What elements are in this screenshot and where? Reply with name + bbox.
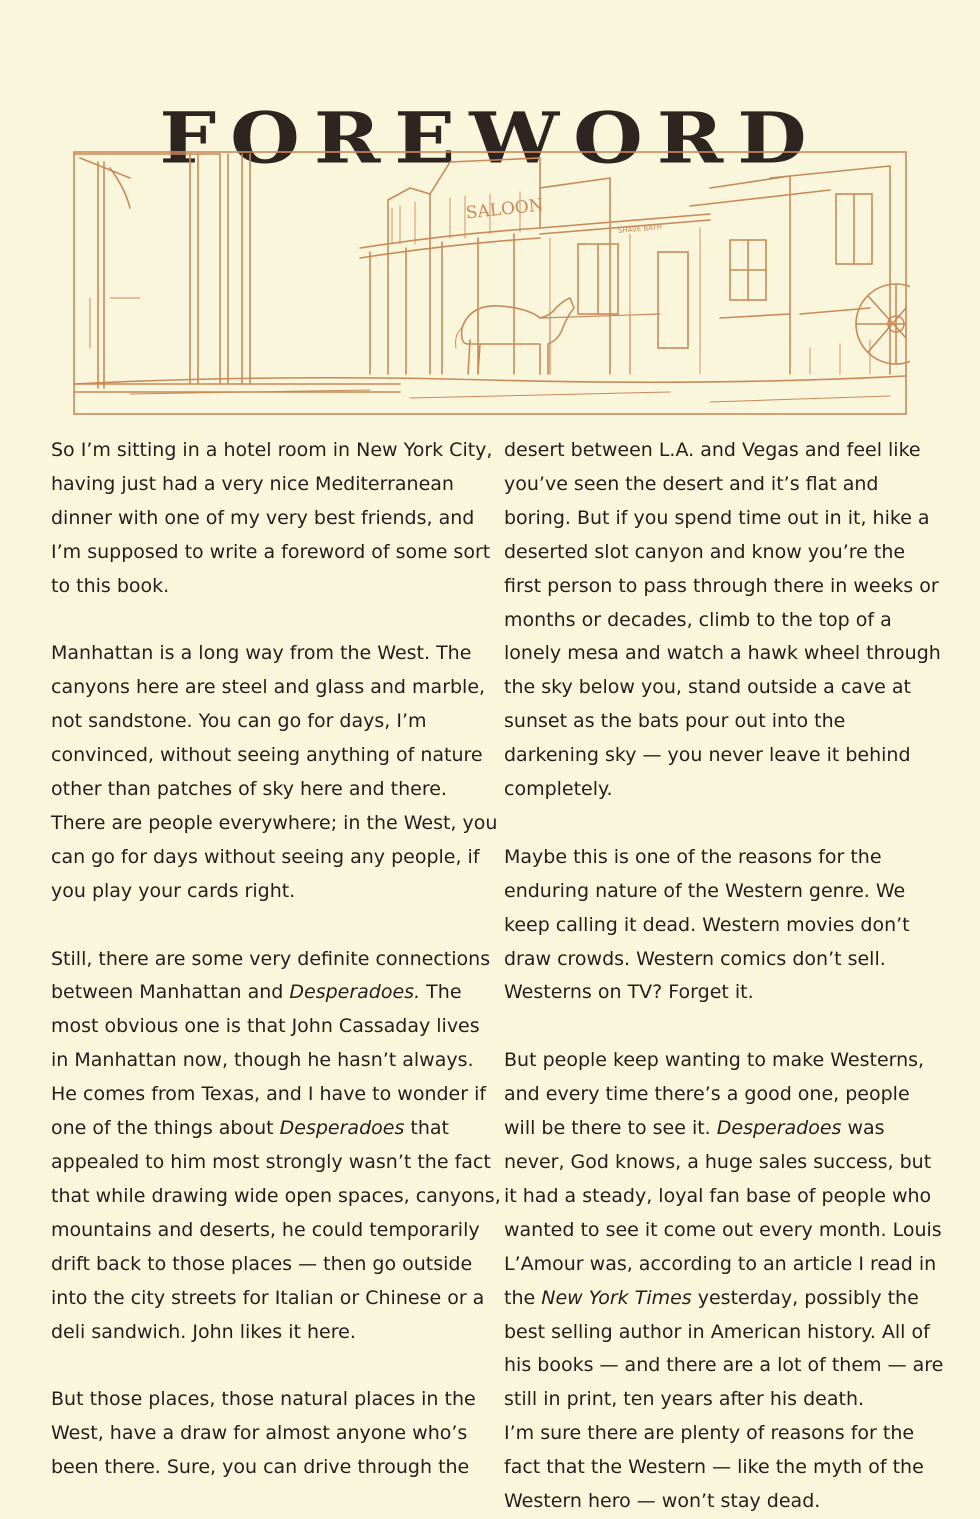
paragraph: Maybe this is one of the reasons for the enduring nature of the Western genre. We keep calling it dead. Western movies don’t draw crowds. Western comics don’t sell. Westerns on TV? Forget it. (504, 845, 910, 1004)
paragraph: But people keep wanting to make Westerns, and every time there’s a good one, people will be there to see it. Desperadoes was never, God knows, a huge sales success, but it had a steady, loyal fan base of people who wanted to see it come out every month. Louis L’Amour was, according to an article I read in the New York Times yesterday, possibly the best selling author in American history. All of his books — and there are a lot of them — are still in print, ten years after his death. (504, 1049, 944, 1411)
paragraph: I’m sure there are plenty of reasons for the fact that the Western — like the myth of the Western hero — won’t stay dead. (504, 1422, 924, 1513)
paragraph: desert between L.A. and Vegas and feel like you’ve seen the desert and it’s flat and boring. But if you spend time out in it, hike a deserted slot canyon and know you’re the first person to pass through there in weeks or months or decades, climb to the top of a lonely mesa and watch a hawk wheel through the sky below you, stand outside a cave at sunset as the bats pour out into the darkening sky — you never leave it behind completely. (504, 439, 941, 801)
western-town-illustration (70, 148, 910, 418)
shop-building (540, 178, 710, 374)
wagon-wheel (856, 284, 910, 364)
saloon-building (360, 158, 540, 374)
western-street-sketch (70, 148, 910, 418)
small-shop-sign: SHAVE BATH (617, 223, 663, 236)
paragraph: So I’m sitting in a hotel room in New York City, having just had a very nice Mediterranean dinner with one of my very best friends, and I’m supposed to write a foreword of some sort to this book. (51, 439, 493, 597)
saloon-sign: SALOON (464, 195, 545, 224)
paragraph: Still, there are some very definite connections between Manhattan and Desperadoes. The most obvious one is that John Cassaday lives in Manhattan now, though he hasn’t always. He comes from Texas, and I have to wonder if one of the things about Desperadoes that appealed to him most strongly wasn’t the fact that while drawing wide open spaces, canyons, mountains and deserts, he could temporarily drift back to those places — then go outside into the city streets for Italian or Chinese or a deli sandwich. John likes it here. (51, 947, 501, 1343)
right-column (504, 434, 944, 1519)
paragraph: Manhattan is a long way from the West. The canyons here are steel and glass and marble, not sandstone. You can go for days, I’m convinced, without seeing anything of nature other than patches of sky here and there. There are people everywhere; in the West, you can go for days without seeing any people, if you play your cards right. (51, 642, 498, 902)
porch (74, 154, 400, 392)
paragraph: But those places, those natural places in the West, have a draw for almost anyone who’s been there. Sure, you can drive through the (51, 1388, 476, 1479)
left-column (51, 434, 501, 1485)
page-title: FOREWORD (159, 96, 821, 179)
